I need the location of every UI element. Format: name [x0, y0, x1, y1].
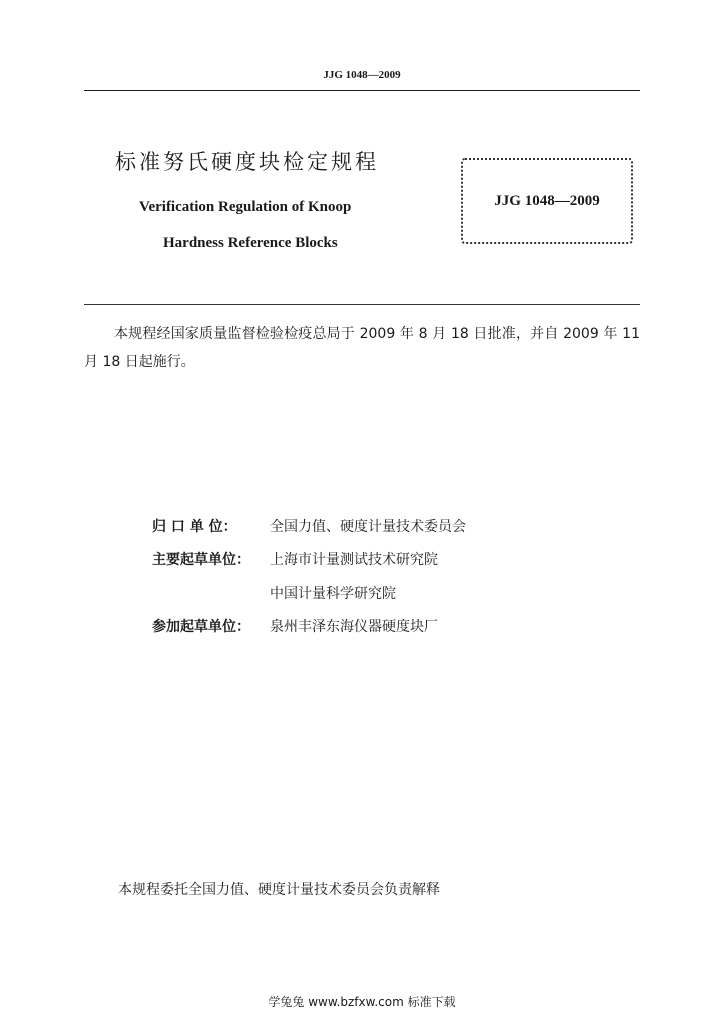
approval-statement: 本规程经国家质量监督检验检疫总局于 2009 年 8 月 18 日批准，并自 2009 年 11 月 18 日起施行。	[84, 326, 640, 370]
unit-row-participating	[152, 616, 438, 636]
document-title-english-line1: Verification Regulation of Knoop	[139, 199, 352, 215]
document-title-english-line2: Hardness Reference Blocks	[163, 235, 338, 251]
unit-value-responsible: 全国力值、硬度计量技术委员会	[270, 519, 466, 535]
header-rule	[84, 90, 640, 91]
header-standard-code: JJG 1048—2009	[323, 69, 401, 81]
document-title-chinese: 标准努氏硬度块检定规程	[115, 150, 379, 174]
standard-code-box-text: JJG 1048—2009	[494, 193, 600, 209]
title-divider-rule	[84, 304, 640, 305]
unit-label-participating: 参加起草单位：	[152, 619, 250, 635]
unit-label-responsible: 归 口 单 位：	[152, 519, 237, 535]
footer-watermark-text: 学兔兔 www.bzfxw.com 标准下载	[268, 995, 456, 1009]
unit-value-main-drafting-2: 中国计量科学研究院	[270, 586, 396, 602]
unit-row-main-drafting-2	[152, 583, 396, 603]
unit-row-main-drafting	[152, 549, 438, 569]
unit-label-main-drafting: 主要起草单位：	[152, 552, 250, 568]
unit-value-main-drafting-1: 上海市计量测试技术研究院	[270, 552, 438, 568]
entrust-statement: 本规程委托全国力值、硬度计量技术委员会负责解释	[118, 882, 440, 898]
unit-row-responsible	[152, 516, 466, 536]
unit-value-participating: 泉州丰泽东海仪器硬度块厂	[270, 619, 438, 635]
